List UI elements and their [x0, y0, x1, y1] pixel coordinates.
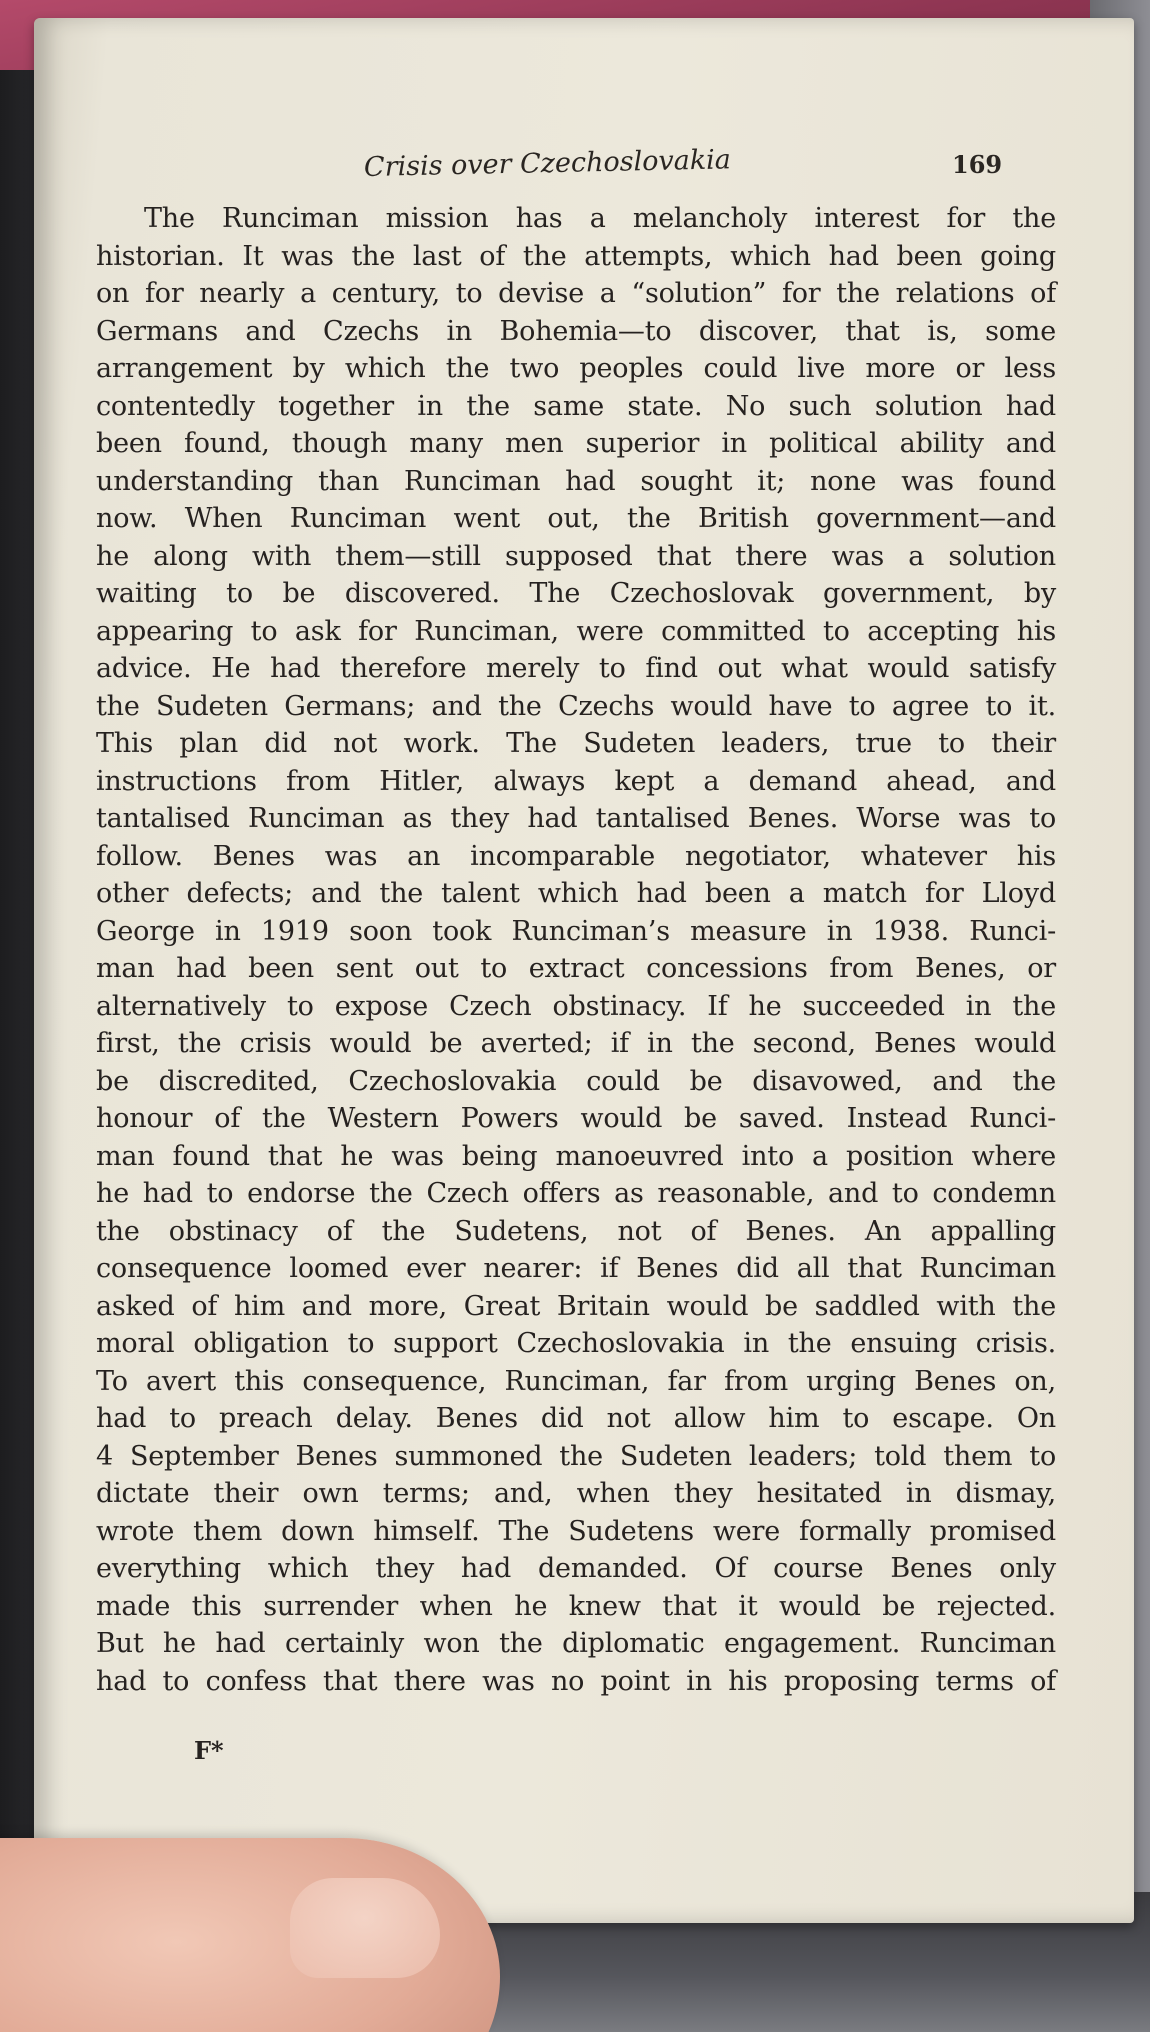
- text-line: tantalised Runciman as they had tantalised Benes. Worse was to: [96, 803, 1056, 834]
- text-line: advice. He had therefore merely to find out what would satisfy: [96, 653, 1056, 684]
- text-line: consequence loomed ever nearer: if Benes did all that Runciman: [96, 1253, 1056, 1284]
- text-line: everything which they had demanded. Of course Benes only: [96, 1553, 1056, 1584]
- text-line: first, the crisis would be averted; if in the second, Benes would: [96, 1028, 1056, 1059]
- text-line: man had been sent out to extract concessions from Benes, or: [96, 953, 1056, 984]
- text-line: the obstinacy of the Sudetens, not of Benes. An appalling: [96, 1215, 1056, 1247]
- thumb: [0, 1838, 500, 2032]
- text-line: had to confess that there was no point in his proposing terms of: [96, 1665, 1056, 1697]
- text-line: he along with them—still supposed that there was a solution: [96, 540, 1056, 572]
- text-line: made this surrender when he knew that it would be rejected.: [96, 1590, 1056, 1622]
- running-title: Crisis over Czechoslovakia: [363, 144, 732, 183]
- page-number: 169: [952, 150, 1003, 179]
- text-line: had to preach delay. Benes did not allow him to escape. On: [96, 1403, 1056, 1434]
- text-line: Germans and Czechs in Bohemia—to discover, that is, some: [96, 315, 1056, 347]
- text-line: now. When Runciman went out, the British government—and: [96, 503, 1056, 534]
- text-line: moral obligation to support Czechoslovakia in the ensuing crisis.: [96, 1328, 1056, 1359]
- book-page: [34, 18, 1134, 1923]
- text-line: appearing to ask for Runciman, were committed to accepting his: [96, 615, 1056, 647]
- text-line: The Runciman mission has a melancholy interest for the: [144, 203, 1056, 234]
- text-line: been found, though many men superior in political ability and: [96, 428, 1056, 459]
- text-line: contentedly together in the same state. No such solution had: [96, 390, 1056, 422]
- text-line: asked of him and more, Great Britain would be saddled with the: [96, 1290, 1056, 1322]
- text-line: arrangement by which the two peoples could live more or less: [96, 353, 1056, 384]
- text-line: on for nearly a century, to devise a “solution” for the relations of: [96, 278, 1056, 309]
- text-line: instructions from Hitler, always kept a demand ahead, and: [96, 765, 1056, 797]
- text-line: 4 September Benes summoned the Sudeten leaders; told them to: [96, 1440, 1056, 1472]
- text-line: To avert this consequence, Runciman, far from urging Benes on,: [96, 1365, 1056, 1397]
- text-line: dictate their own terms; and, when they hesitated in dismay,: [96, 1478, 1056, 1509]
- text-line: This plan did not work. The Sudeten leaders, true to their: [96, 728, 1056, 759]
- text-line: alternatively to expose Czech obstinacy. If he succeeded in the: [96, 990, 1056, 1022]
- text-line: the Sudeten Germans; and the Czechs would have to agree to it.: [96, 690, 1056, 722]
- signature-mark: F*: [194, 1736, 224, 1765]
- text-line: man found that he was being manoeuvred into a position where: [96, 1140, 1056, 1172]
- text-line: understanding than Runciman had sought it; none was found: [96, 465, 1056, 497]
- text-line: other defects; and the talent which had been a match for Lloyd: [96, 878, 1056, 909]
- page-header: [34, 144, 1134, 190]
- text-line: But he had certainly won the diplomatic engagement. Runciman: [96, 1628, 1056, 1659]
- text-line: he had to endorse the Czech offers as reasonable, and to condemn: [96, 1178, 1056, 1209]
- text-line: wrote them down himself. The Sudetens were formally promised: [96, 1515, 1056, 1547]
- text-line: be discredited, Czechoslovakia could be disavowed, and the: [96, 1065, 1056, 1097]
- thumbnail-highlight: [290, 1878, 440, 1978]
- text-line: follow. Benes was an incomparable negotiator, whatever his: [96, 840, 1056, 872]
- text-line: George in 1919 soon took Runciman’s measure in 1938. Runci-: [96, 915, 1056, 947]
- body-text: [96, 200, 1056, 1700]
- text-line: honour of the Western Powers would be saved. Instead Runci-: [96, 1103, 1056, 1134]
- text-line: historian. It was the last of the attempts, which had been going: [96, 240, 1056, 272]
- text-line: waiting to be discovered. The Czechoslovak government, by: [96, 578, 1056, 609]
